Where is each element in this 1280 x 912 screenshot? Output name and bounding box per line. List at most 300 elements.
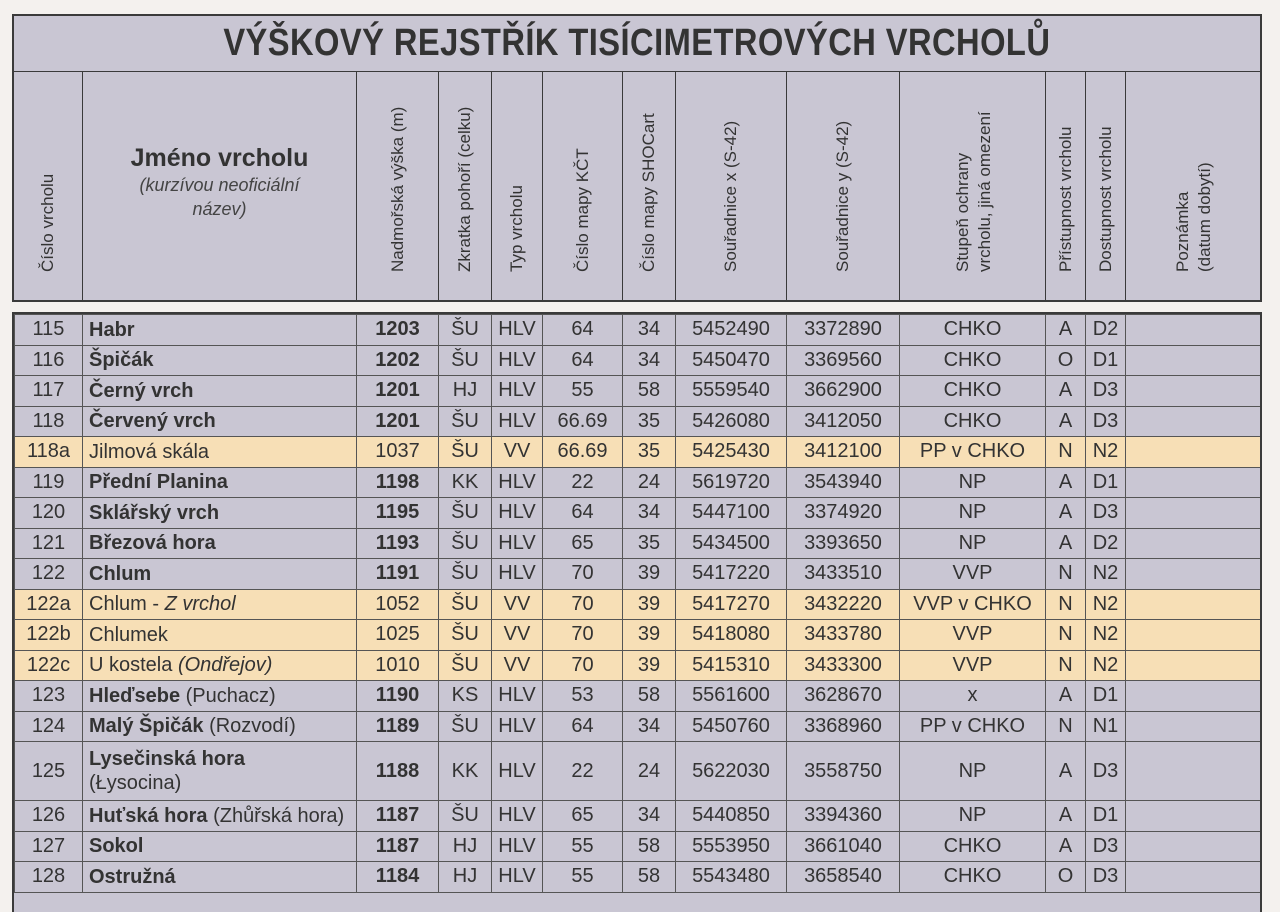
cell-acc: A — [1046, 801, 1086, 832]
cell-range: HJ — [439, 831, 492, 862]
cell-sho: 39 — [623, 589, 676, 620]
cell-name — [83, 345, 357, 376]
cell-num: 122c — [15, 650, 83, 681]
table-row — [15, 437, 1261, 468]
cell-num: 122 — [15, 559, 83, 590]
header-type-label: Typ vrcholu — [507, 185, 526, 272]
cell-sho: 24 — [623, 467, 676, 498]
cell-sho: 35 — [623, 406, 676, 437]
cell-prot: VVP — [900, 620, 1046, 651]
cell-range: ŠU — [439, 315, 492, 346]
cell-note — [1126, 801, 1261, 832]
cell-type: HLV — [492, 498, 543, 529]
cell-dost: N2 — [1086, 559, 1126, 590]
table-row — [15, 742, 1261, 801]
header-shocart — [622, 72, 675, 300]
cell-note — [1126, 437, 1261, 468]
cell-x: 5561600 — [676, 681, 787, 712]
title-bar — [12, 14, 1262, 72]
table-row — [15, 681, 1261, 712]
cell-num: 121 — [15, 528, 83, 559]
cell-range: HJ — [439, 376, 492, 407]
cell-acc: N — [1046, 437, 1086, 468]
cell-num: 118a — [15, 437, 83, 468]
cell-sho: 58 — [623, 376, 676, 407]
cell-note — [1126, 406, 1261, 437]
cell-range: ŠU — [439, 498, 492, 529]
peak-name: Špičák — [89, 349, 154, 372]
cell-acc: N — [1046, 620, 1086, 651]
peak-name: Jilmová skála — [89, 440, 210, 463]
cell-x: 5425430 — [676, 437, 787, 468]
cell-dost: D1 — [1086, 801, 1126, 832]
table-row — [15, 589, 1261, 620]
peak-name: Červený vrch — [89, 410, 216, 433]
header-note-label1: Poznámka — [1173, 191, 1192, 272]
cell-dost: D3 — [1086, 831, 1126, 862]
cell-type: HLV — [492, 406, 543, 437]
cell-alt: 1190 — [357, 681, 439, 712]
cell-range: ŠU — [439, 711, 492, 742]
table-row — [15, 801, 1261, 832]
table-row — [15, 406, 1261, 437]
cell-x: 5559540 — [676, 376, 787, 407]
cell-y: 3432220 — [787, 589, 900, 620]
cell-kct: 65 — [543, 801, 623, 832]
cell-acc: A — [1046, 831, 1086, 862]
header-note — [1125, 72, 1260, 300]
cell-sho: 34 — [623, 498, 676, 529]
cell-prot: NP — [900, 742, 1046, 801]
cell-kct: 64 — [543, 711, 623, 742]
cell-dost: N1 — [1086, 711, 1126, 742]
cell-num: 119 — [15, 467, 83, 498]
header-name-block — [83, 144, 356, 221]
cell-acc: A — [1046, 406, 1086, 437]
table-row — [15, 376, 1261, 407]
cell-type: HLV — [492, 559, 543, 590]
peak-table-wrap — [12, 312, 1262, 912]
cell-y: 3662900 — [787, 376, 900, 407]
cell-dost: D2 — [1086, 315, 1126, 346]
peak-alt-name: (Rozvodí) — [209, 715, 296, 738]
cell-alt: 1187 — [357, 801, 439, 832]
table-row — [15, 650, 1261, 681]
cell-acc: A — [1046, 498, 1086, 529]
cell-name — [83, 862, 357, 893]
cell-num: 118 — [15, 406, 83, 437]
cell-y: 3658540 — [787, 862, 900, 893]
cell-type: HLV — [492, 681, 543, 712]
cell-name — [83, 376, 357, 407]
cell-kct: 55 — [543, 376, 623, 407]
header-protection — [899, 72, 1045, 300]
cell-y: 3394360 — [787, 801, 900, 832]
cell-alt: 1202 — [357, 345, 439, 376]
cell-name — [83, 681, 357, 712]
cell-note — [1126, 589, 1261, 620]
cell-dost: D3 — [1086, 498, 1126, 529]
cell-range: ŠU — [439, 528, 492, 559]
cell-x: 5450760 — [676, 711, 787, 742]
cell-y: 3372890 — [787, 315, 900, 346]
cell-num: 120 — [15, 498, 83, 529]
table-row — [15, 831, 1261, 862]
cell-range: ŠU — [439, 437, 492, 468]
cell-range: ŠU — [439, 589, 492, 620]
cell-prot: CHKO — [900, 406, 1046, 437]
cell-prot: NP — [900, 528, 1046, 559]
cell-range: ŠU — [439, 345, 492, 376]
cell-range: ŠU — [439, 801, 492, 832]
cell-num: 122b — [15, 620, 83, 651]
cell-alt: 1010 — [357, 650, 439, 681]
peak-alt-name: (Puchacz) — [185, 684, 276, 707]
cell-x: 5418080 — [676, 620, 787, 651]
cell-type: HLV — [492, 862, 543, 893]
cell-x: 5434500 — [676, 528, 787, 559]
cell-x: 5450470 — [676, 345, 787, 376]
cell-sho: 35 — [623, 528, 676, 559]
cell-acc: N — [1046, 559, 1086, 590]
cell-dost: N2 — [1086, 437, 1126, 468]
cell-prot: CHKO — [900, 315, 1046, 346]
header-number-label: Číslo vrcholu — [38, 173, 57, 272]
peak-name: Hleďsebe — [89, 684, 186, 707]
header-protection-label1: Stupeň ochrany — [952, 152, 972, 272]
cell-y: 3558750 — [787, 742, 900, 801]
cell-y: 3368960 — [787, 711, 900, 742]
table-row — [15, 528, 1261, 559]
page-title: VÝŠKOVÝ REJSTŘÍK TISÍCIMETROVÝCH VRCHOLŮ — [223, 22, 1051, 64]
cell-sho: 34 — [623, 711, 676, 742]
cell-acc: N — [1046, 711, 1086, 742]
cell-type: HLV — [492, 831, 543, 862]
cell-x: 5543480 — [676, 862, 787, 893]
cell-num: 116 — [15, 345, 83, 376]
cell-range: ŠU — [439, 406, 492, 437]
cell-sho: 34 — [623, 345, 676, 376]
cell-dost: N2 — [1086, 589, 1126, 620]
cell-dost: D2 — [1086, 528, 1126, 559]
table-header — [12, 72, 1262, 302]
cell-alt: 1184 — [357, 862, 439, 893]
cell-type: HLV — [492, 315, 543, 346]
peak-table — [14, 314, 1261, 893]
cell-y: 3543940 — [787, 467, 900, 498]
cell-note — [1126, 831, 1261, 862]
header-coord-y — [786, 72, 899, 300]
header-range-label: Zkratka pohoří (celku) — [455, 106, 474, 272]
peak-name: Lysečinská hora — [89, 748, 246, 770]
cell-name — [83, 711, 357, 742]
cell-note — [1126, 681, 1261, 712]
table-row — [15, 467, 1261, 498]
peak-alt-name: (Zhůřská hora) — [213, 804, 345, 827]
peak-name: Huťská hora — [89, 804, 214, 827]
table-row — [15, 498, 1261, 529]
cell-prot: CHKO — [900, 862, 1046, 893]
cell-prot: VVP — [900, 559, 1046, 590]
cell-name — [83, 528, 357, 559]
cell-num: 123 — [15, 681, 83, 712]
cell-type: HLV — [492, 345, 543, 376]
cell-num: 124 — [15, 711, 83, 742]
cell-alt: 1191 — [357, 559, 439, 590]
cell-name — [83, 467, 357, 498]
cell-dost: D1 — [1086, 467, 1126, 498]
cell-x: 5426080 — [676, 406, 787, 437]
header-reach — [1085, 72, 1125, 300]
cell-acc: O — [1046, 862, 1086, 893]
cell-acc: O — [1046, 345, 1086, 376]
cell-range: KS — [439, 681, 492, 712]
cell-range: ŠU — [439, 650, 492, 681]
cell-sho: 34 — [623, 315, 676, 346]
cell-sho: 58 — [623, 831, 676, 862]
cell-kct: 55 — [543, 831, 623, 862]
cell-sho: 34 — [623, 801, 676, 832]
cell-dost: D3 — [1086, 376, 1126, 407]
cell-acc: A — [1046, 467, 1086, 498]
table-row — [15, 711, 1261, 742]
cell-alt: 1201 — [357, 406, 439, 437]
cell-kct: 70 — [543, 559, 623, 590]
cell-y: 3393650 — [787, 528, 900, 559]
cell-kct: 66.69 — [543, 406, 623, 437]
cell-kct: 55 — [543, 862, 623, 893]
cell-sho: 58 — [623, 862, 676, 893]
cell-type: HLV — [492, 711, 543, 742]
cell-dost: D1 — [1086, 345, 1126, 376]
cell-x: 5452490 — [676, 315, 787, 346]
cell-type: VV — [492, 650, 543, 681]
cell-alt: 1025 — [357, 620, 439, 651]
cell-note — [1126, 345, 1261, 376]
cell-name — [83, 406, 357, 437]
cell-alt: 1198 — [357, 467, 439, 498]
header-coord-x — [675, 72, 786, 300]
table-row — [15, 315, 1261, 346]
cell-num: 115 — [15, 315, 83, 346]
cell-type: VV — [492, 620, 543, 651]
header-shocart-label: Číslo mapy SHOCart — [639, 113, 658, 272]
cell-alt: 1195 — [357, 498, 439, 529]
cell-kct: 53 — [543, 681, 623, 712]
peak-name: Chlum - — [89, 593, 165, 616]
cell-num: 117 — [15, 376, 83, 407]
cell-alt: 1193 — [357, 528, 439, 559]
peak-alt-name: (Ondřejov) — [177, 654, 273, 677]
cell-range: KK — [439, 742, 492, 801]
table-row — [15, 345, 1261, 376]
cell-type: HLV — [492, 376, 543, 407]
peak-name: Přední Planina — [89, 471, 228, 494]
cell-y: 3369560 — [787, 345, 900, 376]
table-row — [15, 862, 1261, 893]
header-access — [1045, 72, 1085, 300]
cell-sho: 35 — [623, 437, 676, 468]
cell-kct: 65 — [543, 528, 623, 559]
cell-prot: NP — [900, 801, 1046, 832]
cell-type: HLV — [492, 528, 543, 559]
cell-x: 5440850 — [676, 801, 787, 832]
cell-acc: N — [1046, 589, 1086, 620]
header-range — [438, 72, 491, 300]
peak-alt-name: (Łysocina) — [89, 772, 182, 794]
cell-acc: A — [1046, 681, 1086, 712]
cell-dost: D1 — [1086, 681, 1126, 712]
cell-kct: 70 — [543, 589, 623, 620]
cell-prot: CHKO — [900, 831, 1046, 862]
cell-range: ŠU — [439, 620, 492, 651]
cell-num: 122a — [15, 589, 83, 620]
header-kct — [542, 72, 622, 300]
header-note-label2: (datum dobytí) — [1195, 162, 1214, 272]
cell-alt: 1188 — [357, 742, 439, 801]
cell-prot: NP — [900, 498, 1046, 529]
cell-alt: 1201 — [357, 376, 439, 407]
cell-x: 5417270 — [676, 589, 787, 620]
cell-note — [1126, 742, 1261, 801]
cell-acc: A — [1046, 315, 1086, 346]
cell-kct: 64 — [543, 315, 623, 346]
table-row — [15, 620, 1261, 651]
cell-note — [1126, 315, 1261, 346]
cell-sho: 39 — [623, 650, 676, 681]
cell-x: 5553950 — [676, 831, 787, 862]
paper-edge — [1266, 0, 1280, 902]
cell-y: 3628670 — [787, 681, 900, 712]
cell-alt: 1203 — [357, 315, 439, 346]
cell-x: 5417220 — [676, 559, 787, 590]
peak-name: Chlum — [89, 562, 152, 585]
cell-kct: 22 — [543, 742, 623, 801]
header-altitude — [356, 72, 438, 300]
cell-name — [83, 742, 357, 801]
cell-y: 3433510 — [787, 559, 900, 590]
cell-x: 5622030 — [676, 742, 787, 801]
cell-range: ŠU — [439, 559, 492, 590]
header-altitude-label: Nadmořská výška (m) — [387, 106, 407, 272]
cell-note — [1126, 862, 1261, 893]
cell-acc: A — [1046, 376, 1086, 407]
cell-y: 3661040 — [787, 831, 900, 862]
cell-num: 128 — [15, 862, 83, 893]
cell-dost: D3 — [1086, 862, 1126, 893]
cell-prot: PP v CHKO — [900, 711, 1046, 742]
cell-dost: N2 — [1086, 620, 1126, 651]
cell-x: 5415310 — [676, 650, 787, 681]
peak-name: U kostela — [89, 654, 178, 677]
cell-range: HJ — [439, 862, 492, 893]
cell-num: 127 — [15, 831, 83, 862]
cell-range: KK — [439, 467, 492, 498]
peak-alt-name: Z vrchol — [164, 593, 236, 616]
cell-name — [83, 498, 357, 529]
peak-name: Habr — [89, 318, 135, 341]
header-access-label: Přístupnost vrcholu — [1055, 126, 1075, 272]
cell-acc: N — [1046, 650, 1086, 681]
cell-kct: 70 — [543, 620, 623, 651]
peak-name: Sokol — [89, 835, 144, 858]
cell-type: HLV — [492, 742, 543, 801]
cell-alt: 1187 — [357, 831, 439, 862]
peak-name: Březová hora — [89, 532, 216, 555]
cell-note — [1126, 650, 1261, 681]
cell-num: 125 — [15, 742, 83, 801]
cell-note — [1126, 711, 1261, 742]
header-type — [491, 72, 542, 300]
cell-kct: 64 — [543, 498, 623, 529]
cell-kct: 66.69 — [543, 437, 623, 468]
table-row — [15, 559, 1261, 590]
cell-sho: 58 — [623, 681, 676, 712]
peak-name: Ostružná — [89, 865, 176, 888]
cell-dost: N2 — [1086, 650, 1126, 681]
header-kct-label: Číslo mapy KČT — [572, 148, 592, 272]
header-reach-label: Dostupnost vrcholu — [1095, 126, 1115, 272]
cell-y: 3412100 — [787, 437, 900, 468]
header-name — [82, 72, 356, 300]
cell-note — [1126, 498, 1261, 529]
peak-name: Malý Špičák — [89, 715, 210, 738]
cell-y: 3433300 — [787, 650, 900, 681]
cell-acc: A — [1046, 742, 1086, 801]
header-name-sub1: (kurzívou neoficiální — [139, 175, 300, 195]
cell-dost: D3 — [1086, 406, 1126, 437]
cell-prot: NP — [900, 467, 1046, 498]
cell-prot: VVP v CHKO — [900, 589, 1046, 620]
cell-kct: 22 — [543, 467, 623, 498]
cell-num: 126 — [15, 801, 83, 832]
cell-y: 3374920 — [787, 498, 900, 529]
cell-y: 3433780 — [787, 620, 900, 651]
cell-sho: 24 — [623, 742, 676, 801]
cell-prot: PP v CHKO — [900, 437, 1046, 468]
cell-sho: 39 — [623, 620, 676, 651]
cell-prot: CHKO — [900, 345, 1046, 376]
header-name-main: Jméno vrcholu — [130, 144, 309, 172]
cell-note — [1126, 559, 1261, 590]
header-name-sub2: název) — [192, 199, 247, 219]
cell-note — [1126, 376, 1261, 407]
cell-type: HLV — [492, 467, 543, 498]
cell-name — [83, 559, 357, 590]
cell-dost: D3 — [1086, 742, 1126, 801]
cell-type: VV — [492, 437, 543, 468]
cell-alt: 1052 — [357, 589, 439, 620]
header-coord-y-label: Souřadnice y (S-42) — [833, 120, 852, 272]
header-coord-x-label: Souřadnice x (S-42) — [721, 120, 740, 272]
peak-name: Sklářský vrch — [89, 501, 220, 524]
cell-acc: A — [1046, 528, 1086, 559]
peak-name: Chlumek — [89, 623, 168, 646]
cell-prot: x — [900, 681, 1046, 712]
cell-name — [83, 831, 357, 862]
cell-prot: VVP — [900, 650, 1046, 681]
cell-y: 3412050 — [787, 406, 900, 437]
cell-note — [1126, 528, 1261, 559]
cell-type: HLV — [492, 801, 543, 832]
cell-name — [83, 437, 357, 468]
cell-name — [83, 620, 357, 651]
cell-name — [83, 315, 357, 346]
cell-name — [83, 650, 357, 681]
header-number — [14, 72, 82, 300]
cell-alt: 1037 — [357, 437, 439, 468]
cell-type: VV — [492, 589, 543, 620]
